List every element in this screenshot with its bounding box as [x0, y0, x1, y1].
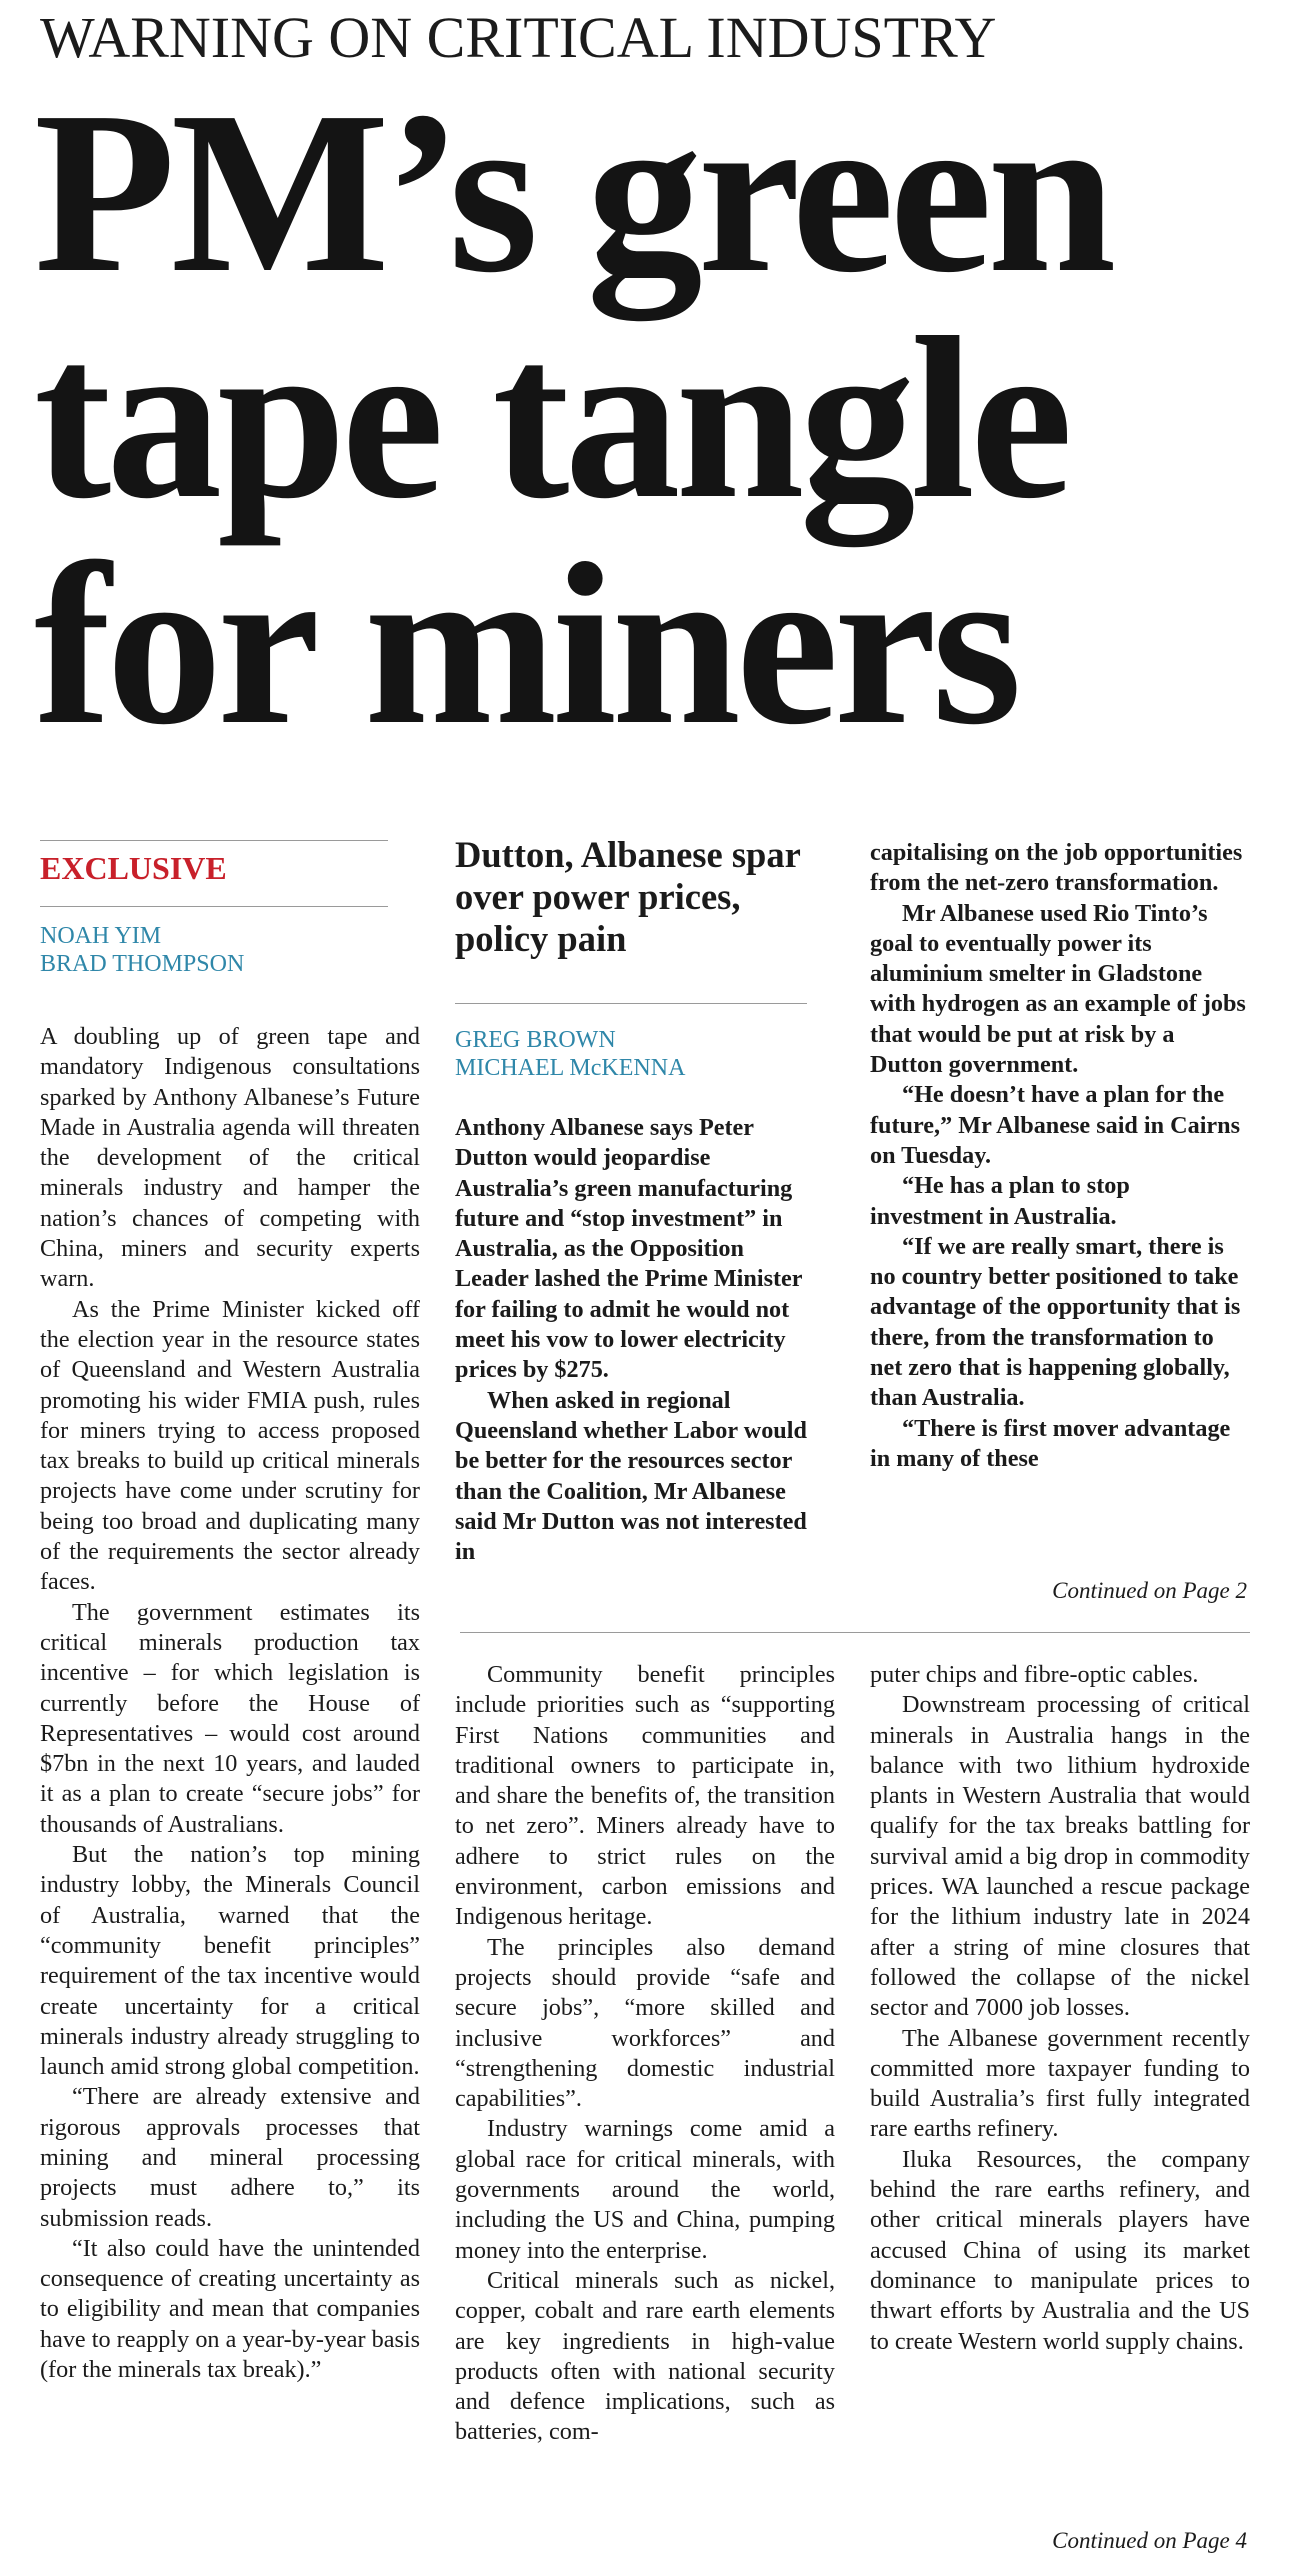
paragraph: Downstream processing of critical minerals in Australia hangs in the balance with two lithium hydroxide plants in Western Australia that would qualify for the tax breaks battling for survival amid a big drop in commodity prices. WA launched a rescue package for the lithium industry late in 2024 after a string of mine closures that followed the collapse of the nickel sector and 7000 job losses. — [870, 1691, 1250, 2022]
main-byline — [40, 922, 244, 978]
paragraph: “He has a plan to stop investment in Australia. — [870, 1172, 1130, 1230]
paragraph: The Albanese government recently committed more taxpayer funding to build Australia’s first fully integrated rare earths refinery. — [870, 2024, 1250, 2143]
main-body-column-3 — [870, 1660, 1250, 2357]
paragraph: When asked in regional Queensland whether Labor would be better for the resources sector than the Coalition, Mr Albanese said Mr Dutton was not interested in — [455, 1386, 807, 1566]
paragraph: The principles also demand projects should provide “safe and secure jobs”, “more skilled and inclusive workforces” and “strengthening domestic industrial capabilities”. — [455, 1933, 835, 2113]
paragraph: “There are already extensive and rigorous approvals processes that mining and mineral processing projects must adhere to,” its submission reads. — [40, 2083, 420, 2232]
side-story-headline: Dutton, Albanese spar over power prices, policy pain — [455, 834, 801, 959]
main-body-column-2 — [455, 1660, 835, 2448]
author-2: BRAD THOMPSON — [40, 951, 245, 977]
side-byline — [455, 1026, 685, 1082]
paragraph: “He doesn’t have a plan for the future,” Mr Albanese said in Cairns on Tuesday. — [870, 1081, 1241, 1169]
rule-below-side-headline — [455, 1003, 807, 1004]
paragraph: Anthony Albanese says Peter Dutton would jeopardise Australia’s green manufacturing future and “stop investment” in Australia, as the Opposition Leader lashed the Prime Minister for failing to admit he would not meet his vow to lower electricity prices by $275. — [455, 1114, 803, 1384]
author-1: GREG BROWN — [455, 1027, 616, 1053]
paragraph: As the Prime Minister kicked off the election year in the resource states of Queensland and Western Australia promoting his wider FMIA push, rules for miners trying to access proposed tax breaks to build up critical minerals projects have come under scrutiny for being too broad and duplicating many of the requirements the sector already faces. — [40, 1295, 420, 1596]
paragraph: But the nation’s top mining industry lobby, the Minerals Council of Australia, warned that the “community benefit principles” requirement of the tax incentive would create uncertainty for a critical minerals industry already struggling to launch amid strong global competition. — [40, 1841, 420, 2081]
paragraph: “It also could have the unintended consequence of creating uncertainty as to eligibility and mean that companies have to reapply on a year-by-year basis (for the minerals tax break).” — [40, 2234, 420, 2384]
rule-above-exclusive — [40, 840, 388, 841]
paragraph: Mr Albanese used Rio Tinto’s goal to eventually power its aluminium smelter in Gladstone with hydrogen as an example of jobs that would be put at risk by a Dutton government. — [870, 899, 1246, 1079]
kicker: WARNING ON CRITICAL INDUSTRY — [40, 5, 997, 70]
section-divider — [460, 1632, 1250, 1633]
author-1: NOAH YIM — [40, 923, 162, 949]
rule-below-exclusive — [40, 906, 388, 907]
paragraph: A doubling up of green tape and mandatory Indigenous consultations sparked by Anthony Albanese’s Future Made in Australia agenda will threaten the development of the critical minerals industry and hamper the nation’s chances of competing with China, miners and security experts warn. — [40, 1023, 420, 1293]
exclusive-tag: EXCLUSIVE — [40, 850, 227, 886]
paragraph: puter chips and fibre-optic cables. — [870, 1661, 1199, 1688]
paragraph: Critical minerals such as nickel, copper, cobalt and rare earth elements are key ingredients in high-value products often with national security and defence implications, such as batteries, com- — [455, 2266, 835, 2446]
side-body-column-2 — [870, 838, 1246, 1474]
headline — [34, 64, 1274, 773]
paragraph: Iluka Resources, the company behind the rare earths refinery, and other critical minerals players have accused China of using its market dominance to manipulate prices to thwart efforts by Australia and the US to create Western world supply chains. — [870, 2145, 1250, 2355]
side-continued-note: Continued on Page 2 — [1052, 1578, 1247, 1603]
headline-line-1: PM’s green — [34, 64, 1112, 321]
paragraph: capitalising on the job opportunities from the net-zero transformation. — [870, 839, 1243, 897]
headline-line-3: for miners — [34, 516, 1018, 773]
paragraph: Industry warnings come amid a global race for critical minerals, with governments around the world, including the US and China, pumping money into the enterprise. — [455, 2115, 835, 2264]
paragraph: “There is first mover advantage in many of these — [870, 1414, 1231, 1472]
author-2: MICHAEL McKENNA — [455, 1055, 686, 1081]
paragraph: Community benefit principles include priorities such as “supporting First Nations communities and traditional owners to participate in, and share the benefits of, the transition to net zero”. Miners already have to adhere to strict rules on the environment, carbon emissions and Indigenous heritage. — [455, 1661, 835, 1931]
main-continued-note: Continued on Page 4 — [1052, 2528, 1247, 2553]
main-body-column-1 — [40, 1022, 420, 2385]
side-body-column-1 — [455, 1113, 821, 1567]
paragraph: “If we are really smart, there is no country better positioned to take advantage of the opportunity that is there, from the transformation to net zero that is happening globally, than Australia. — [870, 1232, 1241, 1412]
paragraph: The government estimates its critical minerals production tax incentive – for which legislation is currently before the House of Representatives – would cost around $7bn in the next 10 years, and lauded it as a plan to create “secure jobs” for thousands of Australians. — [40, 1598, 420, 1838]
headline-line-2: tape tangle — [34, 290, 1068, 547]
